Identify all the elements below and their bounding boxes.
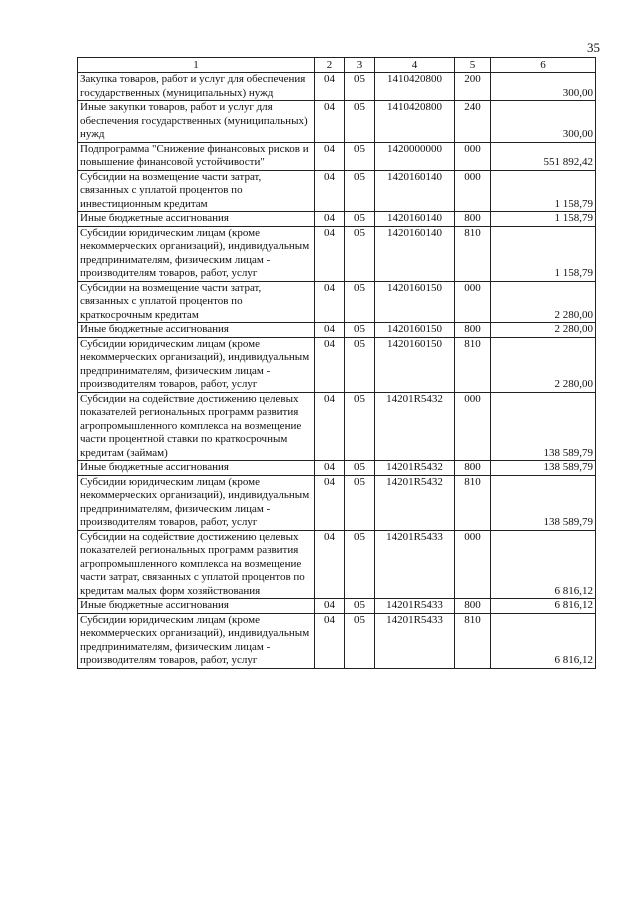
podrazdel-cell: 05 xyxy=(345,530,375,599)
expense-type-cell: 000 xyxy=(455,530,491,599)
razdel-cell: 04 xyxy=(315,337,345,392)
target-article-cell: 1420160150 xyxy=(375,281,455,323)
expense-type-cell: 810 xyxy=(455,337,491,392)
podrazdel-cell: 05 xyxy=(345,613,375,668)
row-name-cell: Субсидии на содействие достижению целевых показателей региональных программ развития агропромышленного комплекса на возмещение части процентной ставки по краткосрочным кредитам (займам) xyxy=(78,392,315,461)
target-article-cell: 14201R5432 xyxy=(375,461,455,476)
target-article-cell: 1420160150 xyxy=(375,337,455,392)
amount-cell: 2 280,00 xyxy=(491,281,596,323)
expense-type-cell: 000 xyxy=(455,392,491,461)
razdel-cell: 04 xyxy=(315,170,345,212)
razdel-cell: 04 xyxy=(315,392,345,461)
amount-cell: 6 816,12 xyxy=(491,599,596,614)
razdel-cell: 04 xyxy=(315,613,345,668)
podrazdel-cell: 05 xyxy=(345,599,375,614)
razdel-cell: 04 xyxy=(315,281,345,323)
row-name-cell: Субсидии на возмещение части затрат, связанных с уплатой процентов по краткосрочным кредитам xyxy=(78,281,315,323)
podrazdel-cell: 05 xyxy=(345,170,375,212)
expense-type-cell: 000 xyxy=(455,170,491,212)
column-header: 5 xyxy=(455,58,491,73)
expense-type-cell: 800 xyxy=(455,212,491,227)
row-name-cell: Иные бюджетные ассигнования xyxy=(78,323,315,338)
table-row xyxy=(78,392,596,461)
podrazdel-cell: 05 xyxy=(345,392,375,461)
table-header-row xyxy=(78,58,596,73)
expense-type-cell: 810 xyxy=(455,226,491,281)
budget-table xyxy=(77,57,596,669)
table-row xyxy=(78,73,596,101)
table-row xyxy=(78,170,596,212)
razdel-cell: 04 xyxy=(315,212,345,227)
table-body xyxy=(78,73,596,669)
target-article-cell: 1420000000 xyxy=(375,142,455,170)
expense-type-cell: 240 xyxy=(455,101,491,143)
amount-cell: 1 158,79 xyxy=(491,212,596,227)
row-name-cell: Субсидии юридическим лицам (кроме некоммерческих организаций), индивидуальным предпринимателям, физическим лицам - производителям товаров, работ, услуг xyxy=(78,337,315,392)
row-name-cell: Закупка товаров, работ и услуг для обеспечения государственных (муниципальных) нужд xyxy=(78,73,315,101)
table-row xyxy=(78,281,596,323)
column-header: 2 xyxy=(315,58,345,73)
target-article-cell: 14201R5433 xyxy=(375,613,455,668)
expense-type-cell: 810 xyxy=(455,475,491,530)
podrazdel-cell: 05 xyxy=(345,101,375,143)
expense-type-cell: 800 xyxy=(455,599,491,614)
amount-cell: 1 158,79 xyxy=(491,170,596,212)
column-header: 6 xyxy=(491,58,596,73)
row-name-cell: Субсидии юридическим лицам (кроме некоммерческих организаций), индивидуальным предпринимателям, физическим лицам - производителям товаров, работ, услуг xyxy=(78,613,315,668)
podrazdel-cell: 05 xyxy=(345,142,375,170)
table-row xyxy=(78,530,596,599)
razdel-cell: 04 xyxy=(315,599,345,614)
razdel-cell: 04 xyxy=(315,226,345,281)
page-number: 35 xyxy=(587,40,600,55)
table-row xyxy=(78,101,596,143)
expense-type-cell: 800 xyxy=(455,323,491,338)
row-name-cell: Иные закупки товаров, работ и услуг для обеспечения государственных (муниципальных) нужд xyxy=(78,101,315,143)
razdel-cell: 04 xyxy=(315,142,345,170)
amount-cell: 1 158,79 xyxy=(491,226,596,281)
row-name-cell: Подпрограмма "Снижение финансовых рисков и повышение финансовой устойчивости" xyxy=(78,142,315,170)
target-article-cell: 14201R5432 xyxy=(375,475,455,530)
podrazdel-cell: 05 xyxy=(345,226,375,281)
amount-cell: 6 816,12 xyxy=(491,530,596,599)
target-article-cell: 1420160150 xyxy=(375,323,455,338)
target-article-cell: 1410420800 xyxy=(375,101,455,143)
razdel-cell: 04 xyxy=(315,101,345,143)
podrazdel-cell: 05 xyxy=(345,73,375,101)
column-header: 3 xyxy=(345,58,375,73)
table-row xyxy=(78,613,596,668)
amount-cell: 300,00 xyxy=(491,73,596,101)
expense-type-cell: 810 xyxy=(455,613,491,668)
amount-cell: 551 892,42 xyxy=(491,142,596,170)
column-header: 1 xyxy=(78,58,315,73)
podrazdel-cell: 05 xyxy=(345,212,375,227)
table-row xyxy=(78,599,596,614)
podrazdel-cell: 05 xyxy=(345,323,375,338)
target-article-cell: 1420160140 xyxy=(375,170,455,212)
row-name-cell: Иные бюджетные ассигнования xyxy=(78,212,315,227)
amount-cell: 2 280,00 xyxy=(491,323,596,338)
row-name-cell: Субсидии на содействие достижению целевых показателей региональных программ развития агропромышленного комплекса на возмещение части затрат, связанных с уплатой процентов по кредитам малых форм хозяйствования xyxy=(78,530,315,599)
expense-type-cell: 000 xyxy=(455,281,491,323)
razdel-cell: 04 xyxy=(315,461,345,476)
table-row xyxy=(78,142,596,170)
target-article-cell: 1420160140 xyxy=(375,212,455,227)
razdel-cell: 04 xyxy=(315,530,345,599)
razdel-cell: 04 xyxy=(315,73,345,101)
amount-cell: 6 816,12 xyxy=(491,613,596,668)
table-row xyxy=(78,461,596,476)
table-row xyxy=(78,212,596,227)
row-name-cell: Субсидии юридическим лицам (кроме некоммерческих организаций), индивидуальным предпринимателям, физическим лицам - производителям товаров, работ, услуг xyxy=(78,226,315,281)
target-article-cell: 14201R5432 xyxy=(375,392,455,461)
razdel-cell: 04 xyxy=(315,323,345,338)
amount-cell: 138 589,79 xyxy=(491,475,596,530)
razdel-cell: 04 xyxy=(315,475,345,530)
table-row xyxy=(78,323,596,338)
expense-type-cell: 000 xyxy=(455,142,491,170)
podrazdel-cell: 05 xyxy=(345,475,375,530)
target-article-cell: 14201R5433 xyxy=(375,530,455,599)
row-name-cell: Иные бюджетные ассигнования xyxy=(78,599,315,614)
podrazdel-cell: 05 xyxy=(345,281,375,323)
expense-type-cell: 200 xyxy=(455,73,491,101)
amount-cell: 138 589,79 xyxy=(491,392,596,461)
amount-cell: 138 589,79 xyxy=(491,461,596,476)
amount-cell: 300,00 xyxy=(491,101,596,143)
row-name-cell: Иные бюджетные ассигнования xyxy=(78,461,315,476)
row-name-cell: Субсидии на возмещение части затрат, связанных с уплатой процентов по инвестиционным кредитам xyxy=(78,170,315,212)
expense-type-cell: 800 xyxy=(455,461,491,476)
amount-cell: 2 280,00 xyxy=(491,337,596,392)
podrazdel-cell: 05 xyxy=(345,337,375,392)
target-article-cell: 1420160140 xyxy=(375,226,455,281)
column-header: 4 xyxy=(375,58,455,73)
table-row xyxy=(78,226,596,281)
target-article-cell: 1410420800 xyxy=(375,73,455,101)
row-name-cell: Субсидии юридическим лицам (кроме некоммерческих организаций), индивидуальным предпринимателям, физическим лицам - производителям товаров, работ, услуг xyxy=(78,475,315,530)
table-row xyxy=(78,337,596,392)
target-article-cell: 14201R5433 xyxy=(375,599,455,614)
podrazdel-cell: 05 xyxy=(345,461,375,476)
table-row xyxy=(78,475,596,530)
